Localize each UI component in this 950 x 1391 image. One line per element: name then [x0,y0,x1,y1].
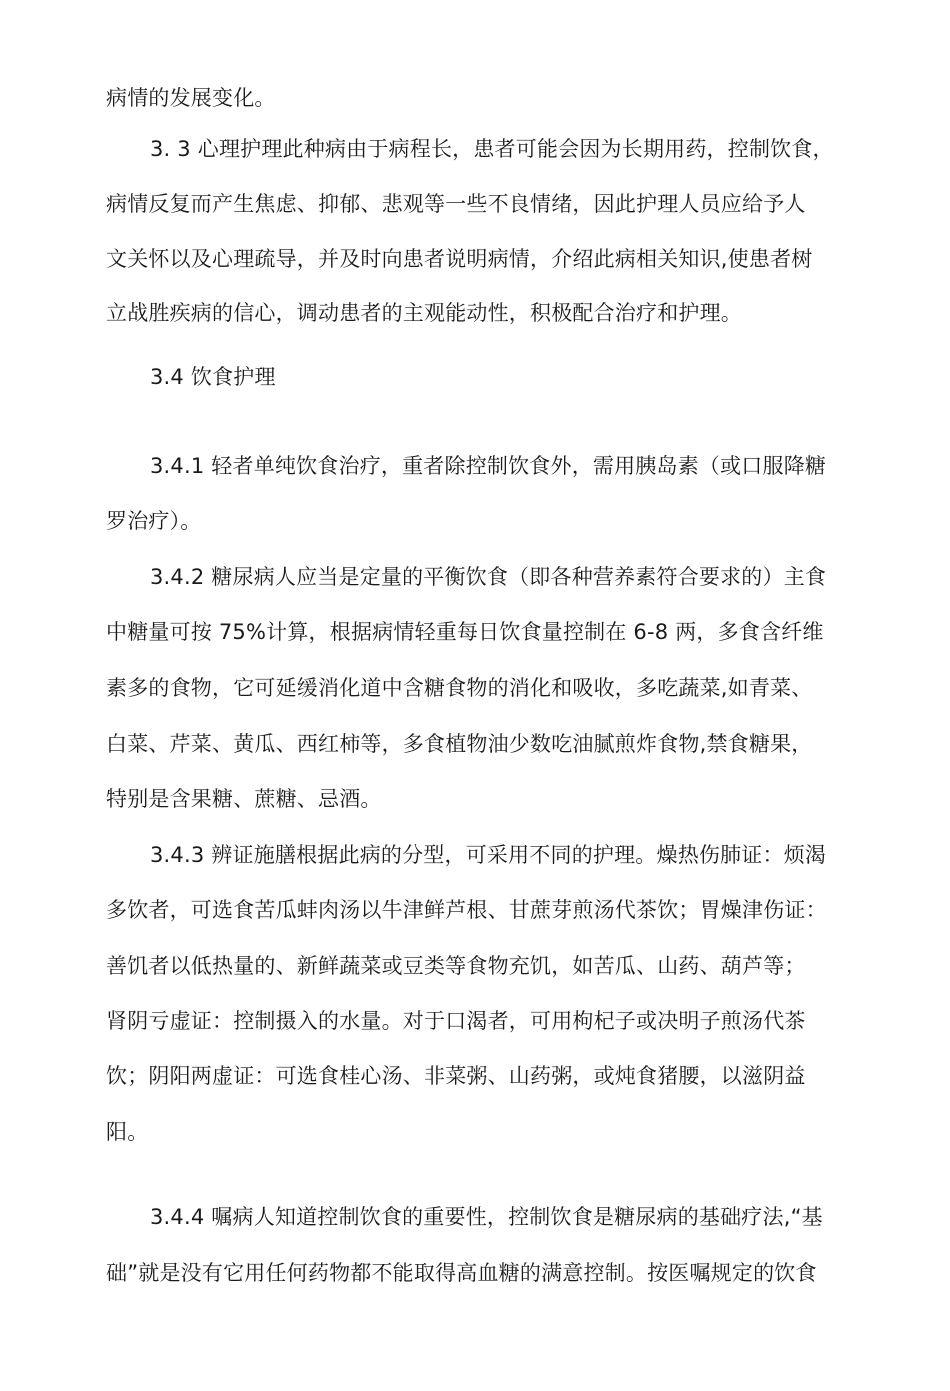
text-line: 白菜、芹菜、黄瓜、西红柿等，多食植物油少数吃油腻煎炸食物,禁食糖果， [106,732,813,756]
text-line: 3.4.1 轻者单纯饮食治疗，重者除控制饮食外，需用胰岛素（或口服降糖 [150,454,827,478]
section-heading: 3.4 饮食护理 [150,365,276,389]
text-line: 文关怀以及心理疏导，并及时向患者说明病情，介绍此病相关知识,使患者树 [106,247,813,271]
text-line: 多饮者，可选食苦瓜蚌肉汤以牛津鲜芦根、甘蔗芽煎汤代茶饮；胃燥津伤证： [106,898,827,922]
text-line: 肾阴亏虚证：控制摄入的水量。对于口渴者，可用枸杞子或决明子煎汤代茶 [106,1009,806,1033]
text-line: 善饥者以低热量的、新鲜蔬菜或豆类等食物充饥，如苦瓜、山药、葫芦等； [106,954,806,978]
text-line: 3.4.4 嘱病人知道控制饮食的重要性，控制饮食是糖尿病的基础疗法,“基 [150,1205,823,1229]
text-line: 素多的食物，它可延缓消化道中含糖食物的消化和吸收，多吃蔬菜,如青菜、 [106,676,813,700]
text-line: 3.4.2 糖尿病人应当是定量的平衡饮食（即各种营养素符合要求的）主食 [150,565,827,589]
text-line: 3.4.3 辨证施膳根据此病的分型，可采用不同的护理。燥热伤肺证：烦渴 [150,843,827,867]
text-line: 病情的发展变化。 [106,86,276,110]
text-line: 特别是含果糖、蔗糖、忌酒。 [106,787,382,811]
text-line: 立战胜疾病的信心，调动患者的主观能动性，积极配合治疗和护理。 [106,301,742,325]
text-line: 础”就是没有它用任何药物都不能取得高血糖的满意控制。按医嘱规定的饮食 [106,1261,817,1285]
text-line: 罗治疗）。 [106,509,202,533]
text-line: 阳。 [106,1120,149,1144]
text-line: 3. 3 心理护理此种病由于病程长，患者可能会因为长期用药，控制饮食， [150,137,834,161]
text-line: 中糖量可按 75%计算，根据病情轻重每日饮食量控制在 6-8 两，多食含纤维 [106,620,824,644]
text-line: 病情反复而产生焦虑、抑郁、悲观等一些不良情绪，因此护理人员应给予人 [106,192,806,216]
text-line: 饮；阴阳两虚证：可选食桂心汤、非菜粥、山药粥，或炖食猪腰，以滋阴益 [106,1064,806,1088]
